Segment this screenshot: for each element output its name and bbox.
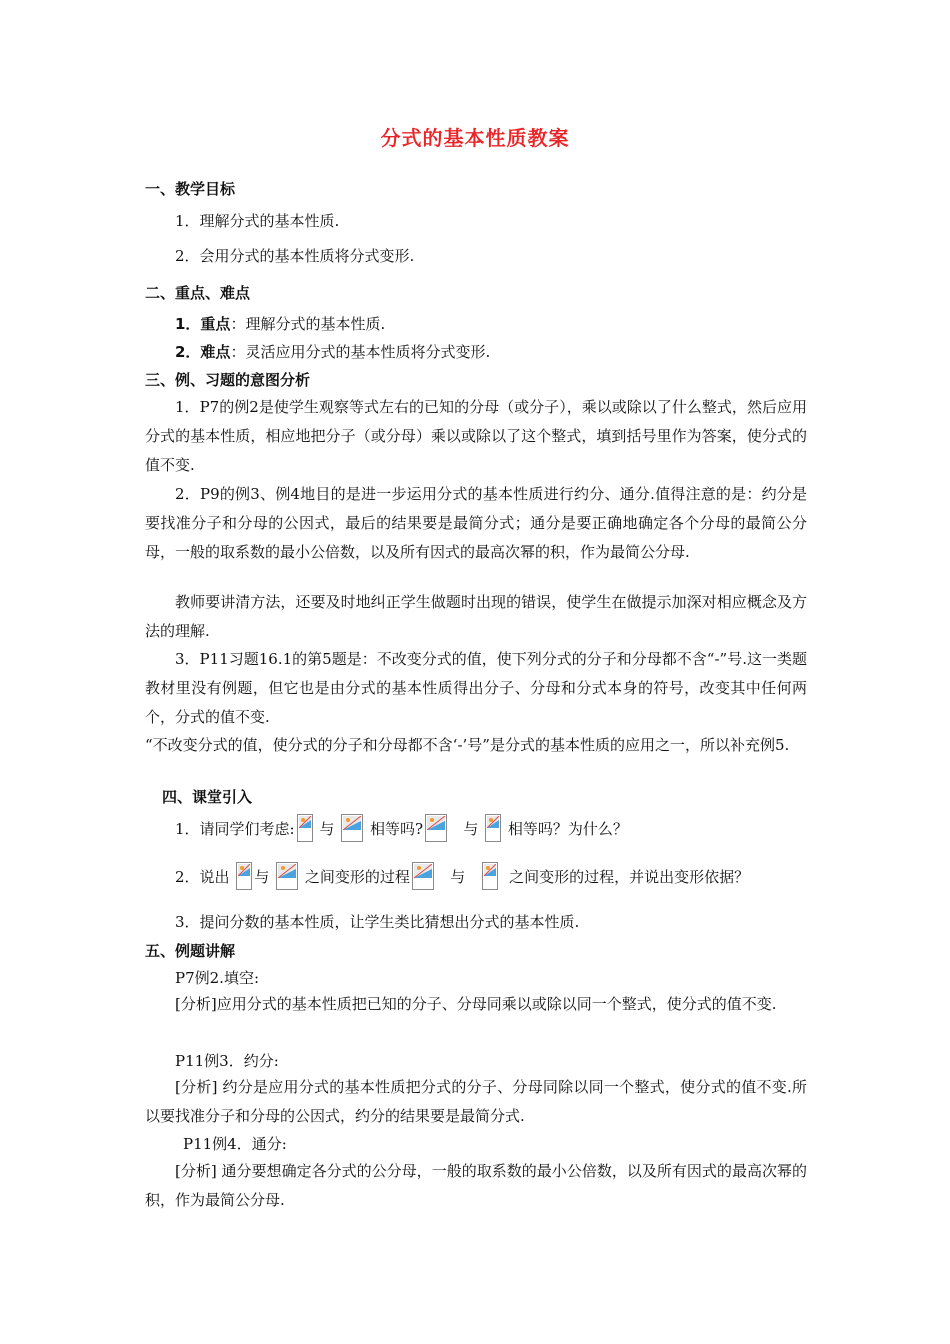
s2-item-2-label: 2．难点 <box>175 343 231 361</box>
s5-example-4: P11例4．通分: <box>183 1135 287 1153</box>
fraction-image <box>236 862 252 890</box>
s4-line-2-e: 之间变形的过程，并说出变形依据？ <box>509 868 750 886</box>
s4-line-1-e: 相等吗？为什么？ <box>507 820 628 838</box>
s3-paragraph-3 <box>145 588 807 646</box>
fraction-image <box>276 862 298 890</box>
s5-example-2-analysis-text: [分析]应用分式的基本性质把已知的分子、分母同乘以或除以同一个整式，使分式的值不变. <box>175 995 777 1013</box>
s2-item-1-text: ：理解分式的基本性质. <box>230 315 386 333</box>
s5-example-2: P7例2.填空: <box>175 969 260 987</box>
s4-line-2-b: 与 <box>254 868 270 886</box>
s5-example-4-analysis-text: [分析] 通分要想确定各分式的公分母，一般的取系数的最小公倍数，以及所有因式的最高次幂的积，作为最简公分母. <box>145 1162 807 1209</box>
fraction-image <box>341 814 363 842</box>
section-3-heading: 三、例、习题的意图分析 <box>145 371 311 389</box>
s3-paragraph-4-text: 3．P11习题16.1的第5题是：不改变分式的值，使下列分式的分子和分母都不含“-”号.这一类题教材里没有例题，但它也是由分式的基本性质得出分子、分母和分式本身的符号，改变其中任何两个，分式的值不变. <box>145 650 807 726</box>
s1-item-2: 2．会用分式的基本性质将分式变形. <box>175 247 415 265</box>
s5-example-3-analysis <box>145 1073 807 1131</box>
fraction-image <box>412 862 434 890</box>
s4-line-2-c: 之间变形的过程 <box>304 868 410 886</box>
section-5-heading: 五、例题讲解 <box>145 942 236 960</box>
section-1-heading: 一、教学目标 <box>145 180 236 198</box>
s3-paragraph-1 <box>145 393 807 480</box>
s4-line-1-c: 相等吗? <box>369 820 424 838</box>
s2-item-2 <box>175 342 490 362</box>
section-2-heading: 二、重点、难点 <box>145 284 251 302</box>
s5-example-3-analysis-text: [分析] 约分是应用分式的基本性质把分式的分子、分母同除以同一个整式，使分式的值不变.所以要找准分子和分母的公因式，约分的结果要是最简分式. <box>145 1078 807 1125</box>
section-4-heading: 四、课堂引入 <box>162 788 253 806</box>
fraction-image <box>485 814 501 842</box>
fraction-image <box>297 814 313 842</box>
s3-paragraph-3-text: 教师要讲清方法，还要及时地纠正学生做题时出现的错误，使学生在做提示加深对相应概念及方法的理解. <box>145 593 807 640</box>
s4-line-1-b: 与 <box>319 820 335 838</box>
fraction-image <box>425 814 447 842</box>
s1-item-1: 1．理解分式的基本性质. <box>175 212 340 230</box>
s4-line-2 <box>175 862 749 890</box>
s3-paragraph-1-text: 1．P7的例2是使学生观察等式左右的已知的分母（或分子），乘以或除以了什么整式，然后应用分式的基本性质，相应地把分子（或分母）乘以或除以了这个整式，填到括号里作为答案，使分式的值不变. <box>145 398 807 474</box>
s4-line-1 <box>175 814 628 842</box>
s4-line-1-a: 1．请同学们考虑: <box>175 820 295 838</box>
fraction-image <box>482 862 498 890</box>
s2-item-2-text: ：灵活应用分式的基本性质将分式变形. <box>230 343 491 361</box>
s3-paragraph-5: “不改变分式的值，使分式的分子和分母都不含‘-’号”是分式的基本性质的应用之一，所以补充例5. <box>145 736 790 754</box>
s2-item-1-label: 1．重点 <box>175 315 231 333</box>
s3-paragraph-2-text: 2．P9的例3、例4地目的是进一步运用分式的基本性质进行约分、通分.值得注意的是：约分是要找准分子和分母的公因式，最后的结果要是最简分式；通分是要正确地确定各个分母的最简公分母，一般的取系数的最小公倍数，以及所有因式的最高次幂的积，作为最简公分母. <box>145 485 807 561</box>
s5-example-3: P11例3．约分: <box>175 1052 279 1070</box>
s4-line-3: 3．提问分数的基本性质，让学生类比猜想出分式的基本性质. <box>175 913 580 931</box>
s3-paragraph-2 <box>145 480 807 567</box>
s5-example-4-analysis <box>145 1157 807 1215</box>
s4-line-2-a: 2．说出 <box>175 868 230 886</box>
s5-example-2-analysis <box>145 990 807 1019</box>
document-title: 分式的基本性质教案 <box>380 126 570 150</box>
s4-line-2-d: 与 <box>450 868 466 886</box>
s2-item-1 <box>175 314 385 334</box>
s3-paragraph-4 <box>145 645 807 732</box>
s4-line-1-d: 与 <box>463 820 479 838</box>
